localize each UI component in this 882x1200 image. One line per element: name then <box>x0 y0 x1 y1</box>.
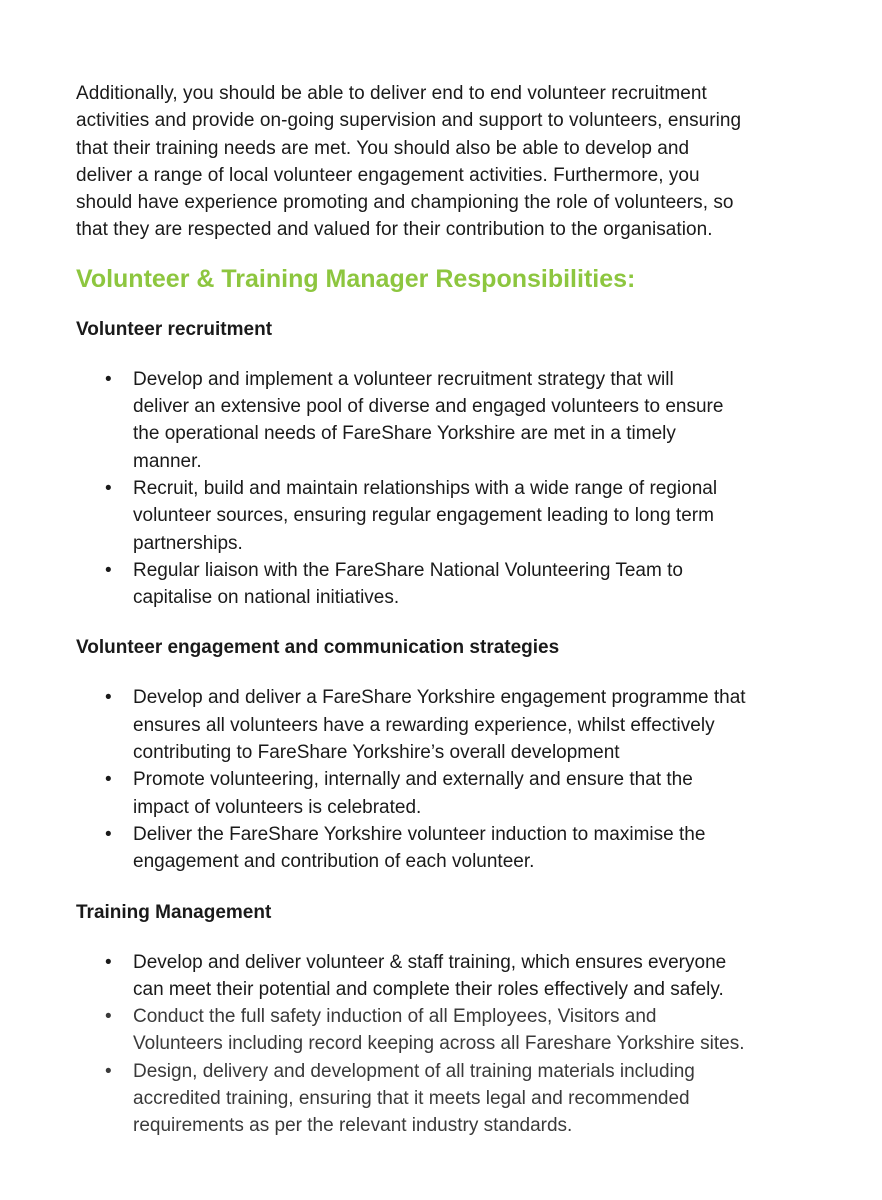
list-item-line: capitalise on national initiatives. <box>133 587 400 609</box>
bullet-icon: • <box>105 823 112 845</box>
list-item-line: the operational needs of FareShare Yorkshire are met in a timely <box>133 423 676 445</box>
list-item-line: Develop and implement a volunteer recruitment strategy that will <box>133 368 674 390</box>
bullet-list <box>76 949 806 1004</box>
list-item-line: contributing to FareShare Yorkshire’s overall development <box>133 742 620 764</box>
responsibilities-heading: Volunteer & Training Manager Responsibilities: <box>76 264 636 293</box>
bullet-list <box>76 366 806 612</box>
list-item-line: manner. <box>133 450 202 472</box>
section-title-training-management: Training Management <box>76 901 272 923</box>
list-item <box>76 1003 806 1058</box>
bullet-icon: • <box>105 1006 112 1028</box>
list-item-line: partnerships. <box>133 532 243 554</box>
list-item <box>76 684 806 766</box>
list-item-line: Promote volunteering, internally and externally and ensure that the <box>133 769 693 791</box>
bullet-list <box>76 1003 806 1139</box>
list-item-line: Design, delivery and development of all training materials including <box>133 1060 695 1082</box>
list-item <box>76 366 806 475</box>
intro-paragraph <box>76 80 806 244</box>
bullet-icon: • <box>105 687 112 709</box>
bullet-icon: • <box>105 368 112 390</box>
list-item-line: accredited training, ensuring that it meets legal and recommended <box>133 1088 690 1110</box>
intro-line: deliver a range of local volunteer engagement activities. Furthermore, you <box>76 164 700 186</box>
list-item-line: Develop and deliver a FareShare Yorkshire engagement programme that <box>133 687 746 709</box>
bullet-icon: • <box>105 477 112 499</box>
list-item <box>76 557 806 612</box>
intro-line: that their training needs are met. You should also be able to develop and <box>76 137 690 159</box>
intro-line: Additionally, you should be able to deliver end to end volunteer recruitment <box>76 83 707 104</box>
list-item-line: ensures all volunteers have a rewarding experience, whilst effectively <box>133 714 715 736</box>
section-title-volunteer-engagement: Volunteer engagement and communication strategies <box>76 637 560 659</box>
bullet-icon: • <box>105 1060 112 1082</box>
list-item <box>76 821 806 876</box>
intro-line: should have experience promoting and championing the role of volunteers, so <box>76 192 734 214</box>
list-item-line: Regular liaison with the FareShare National Volunteering Team to <box>133 559 683 581</box>
intro-line: activities and provide on-going supervision and support to volunteers, ensuring <box>76 110 742 132</box>
list-item <box>76 475 806 557</box>
bullet-icon: • <box>105 951 112 973</box>
list-item <box>76 1058 806 1140</box>
list-item-line: Deliver the FareShare Yorkshire volunteer induction to maximise the <box>133 823 706 845</box>
list-item-line: engagement and contribution of each volunteer. <box>133 851 535 873</box>
list-item <box>76 949 806 1004</box>
list-item-line: volunteer sources, ensuring regular engagement leading to long term <box>133 505 714 527</box>
bullet-icon: • <box>105 559 112 581</box>
list-item-line: Develop and deliver volunteer & staff training, which ensures everyone <box>133 951 727 973</box>
list-item-line: requirements as per the relevant industry standards. <box>133 1115 573 1137</box>
document-page <box>76 80 806 1140</box>
list-item-line: Conduct the full safety induction of all Employees, Visitors and <box>133 1006 657 1028</box>
bullet-icon: • <box>105 769 112 791</box>
section-title-volunteer-recruitment: Volunteer recruitment <box>76 318 273 340</box>
list-item-line: can meet their potential and complete their roles effectively and safely. <box>133 978 724 1000</box>
intro-line: that they are respected and valued for their contribution to the organisation. <box>76 219 713 241</box>
bullet-list <box>76 684 806 875</box>
list-item-line: deliver an extensive pool of diverse and engaged volunteers to ensure <box>133 396 724 418</box>
list-item-line: Volunteers including record keeping across all Fareshare Yorkshire sites. <box>133 1033 745 1055</box>
list-item-line: impact of volunteers is celebrated. <box>133 796 422 818</box>
list-item <box>76 766 806 821</box>
list-item-line: Recruit, build and maintain relationships with a wide range of regional <box>133 477 718 499</box>
